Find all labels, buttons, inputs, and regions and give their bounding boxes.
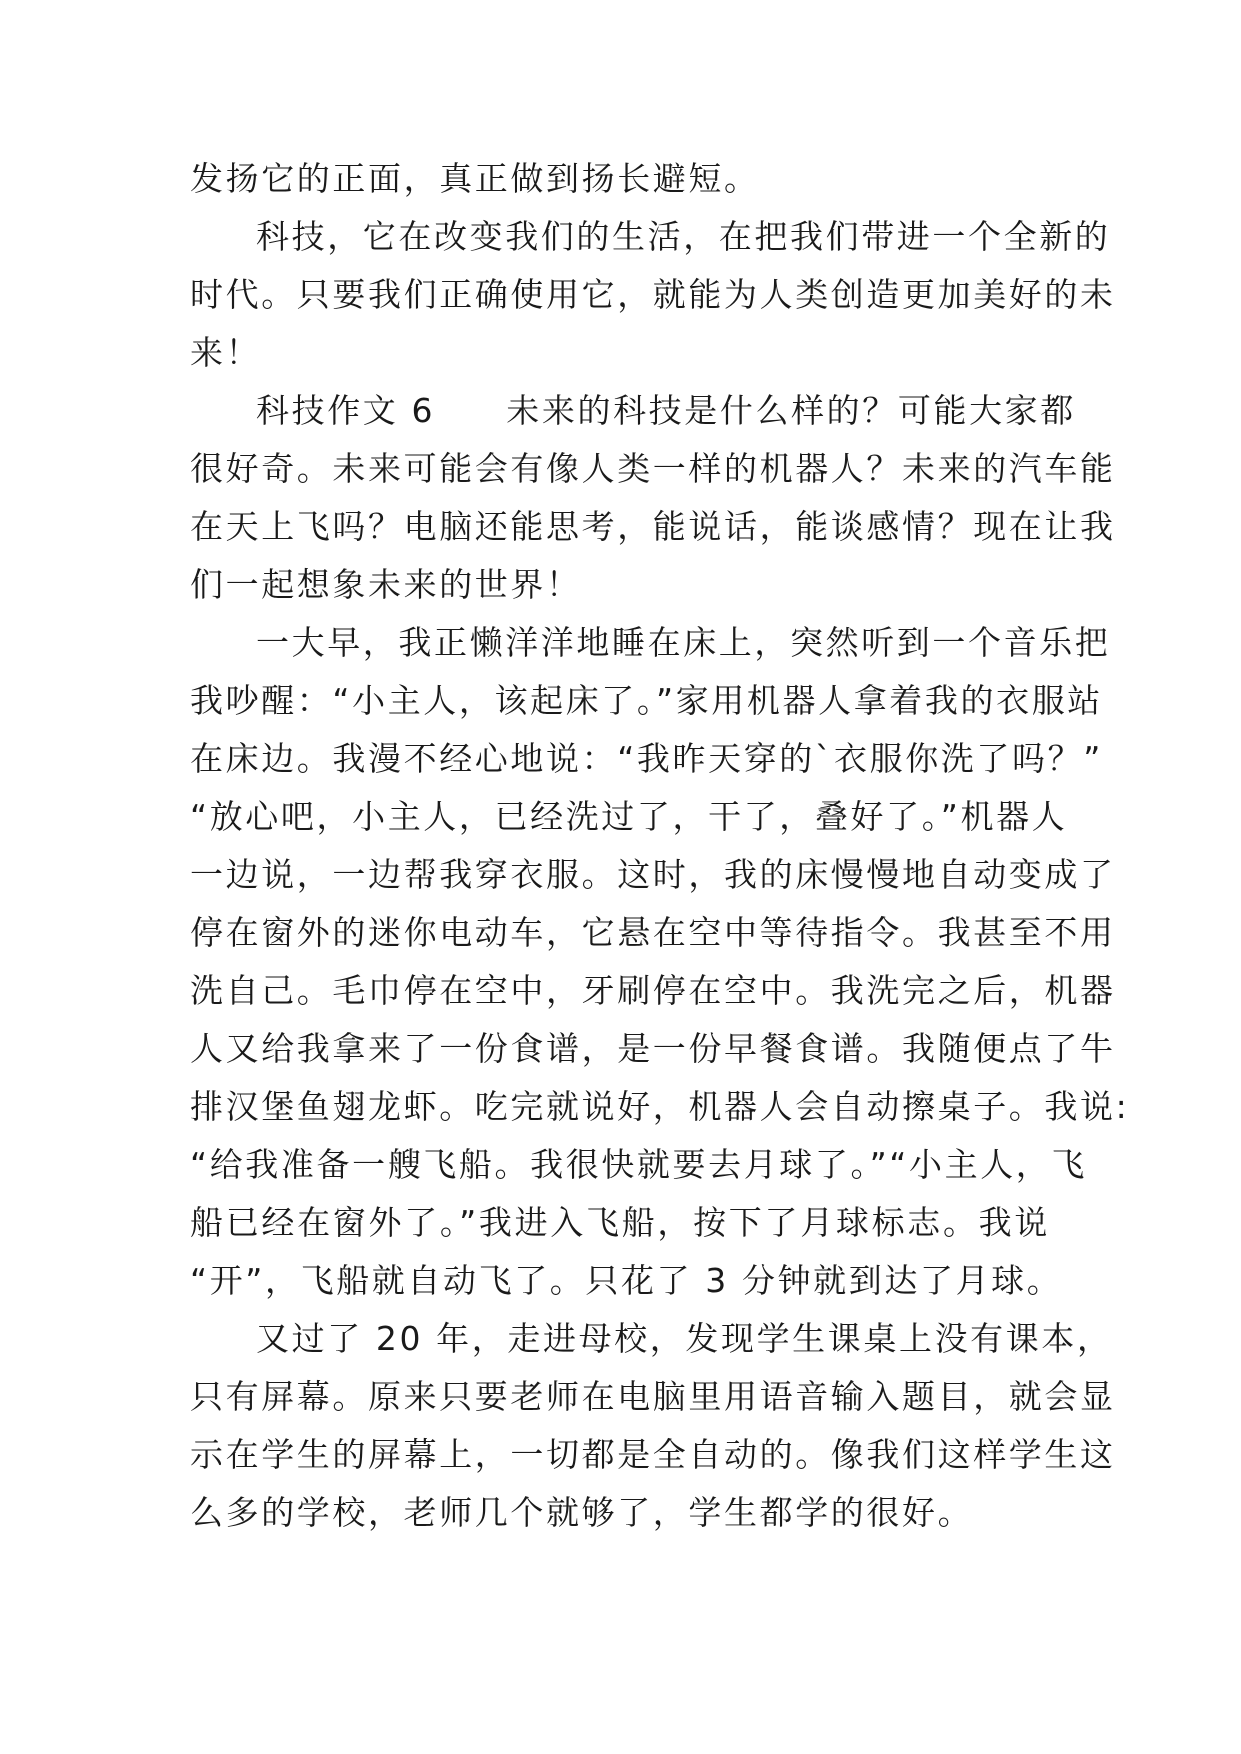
- text-line: 么多的学校，老师几个就够了，学生都学的很好。: [190, 1493, 974, 1532]
- text-line: 发扬它的正面，真正做到扬长避短。: [190, 159, 760, 198]
- text-line: 人又给我拿来了一份食谱，是一份早餐食谱。我随便点了牛: [190, 1029, 1116, 1068]
- paragraph-first-line: 一大早，我正懒洋洋地睡在床上，突然听到一个音乐把: [256, 623, 1111, 662]
- text-line: 船已经在窗外了。”我进入飞船，按下了月球标志。我说: [190, 1203, 1050, 1242]
- text-line: 排汉堡鱼翅龙虾。吃完就说好，机器人会自动擦桌子。我说:: [190, 1087, 1130, 1126]
- text-line: 很好奇。未来可能会有像人类一样的机器人？未来的汽车能: [190, 449, 1116, 488]
- text-line: 示在学生的屏幕上，一切都是全自动的。像我们这样学生这: [190, 1435, 1116, 1474]
- document-page: [190, 150, 1130, 1542]
- text-line: 在天上飞吗？电脑还能思考，能说话，能谈感情？现在让我: [190, 507, 1116, 546]
- paragraph-first-line: 科技，它在改变我们的生活，在把我们带进一个全新的: [256, 217, 1111, 256]
- text-line: 我吵醒：“小主人，该起床了。”家用机器人拿着我的衣服站: [190, 681, 1103, 720]
- text-line: 来！: [190, 333, 262, 372]
- text-line: 在床边。我漫不经心地说：“我昨天穿的`衣服你洗了吗？”: [190, 739, 1103, 778]
- text-line: “放心吧，小主人，已经洗过了，干了，叠好了。”机器人: [190, 797, 1068, 836]
- text-line: 一边说，一边帮我穿衣服。这时，我的床慢慢地自动变成了: [190, 855, 1116, 894]
- text-line: 们一起想象未来的世界！: [190, 565, 582, 604]
- text-line: 停在窗外的迷你电动车，它悬在空中等待指令。我甚至不用: [190, 913, 1116, 952]
- text-line: “给我准备一艘飞船。我很快就要去月球了。”“小主人，飞: [190, 1145, 1087, 1184]
- essay-heading-line: 科技作文 6 未来的科技是什么样的？可能大家都: [256, 391, 1076, 430]
- text-line: 时代。只要我们正确使用它，就能为人类创造更加美好的未: [190, 275, 1116, 314]
- paragraph-first-line: 又过了 20 年，走进母校，发现学生课桌上没有课本，: [256, 1319, 1113, 1358]
- text-line: 只有屏幕。原来只要老师在电脑里用语音输入题目，就会显: [190, 1377, 1116, 1416]
- text-line: 洗自己。毛巾停在空中，牙刷停在空中。我洗完之后，机器: [190, 971, 1116, 1010]
- text-line: “开”，飞船就自动飞了。只花了 3 分钟就到达了月球。: [190, 1261, 1063, 1300]
